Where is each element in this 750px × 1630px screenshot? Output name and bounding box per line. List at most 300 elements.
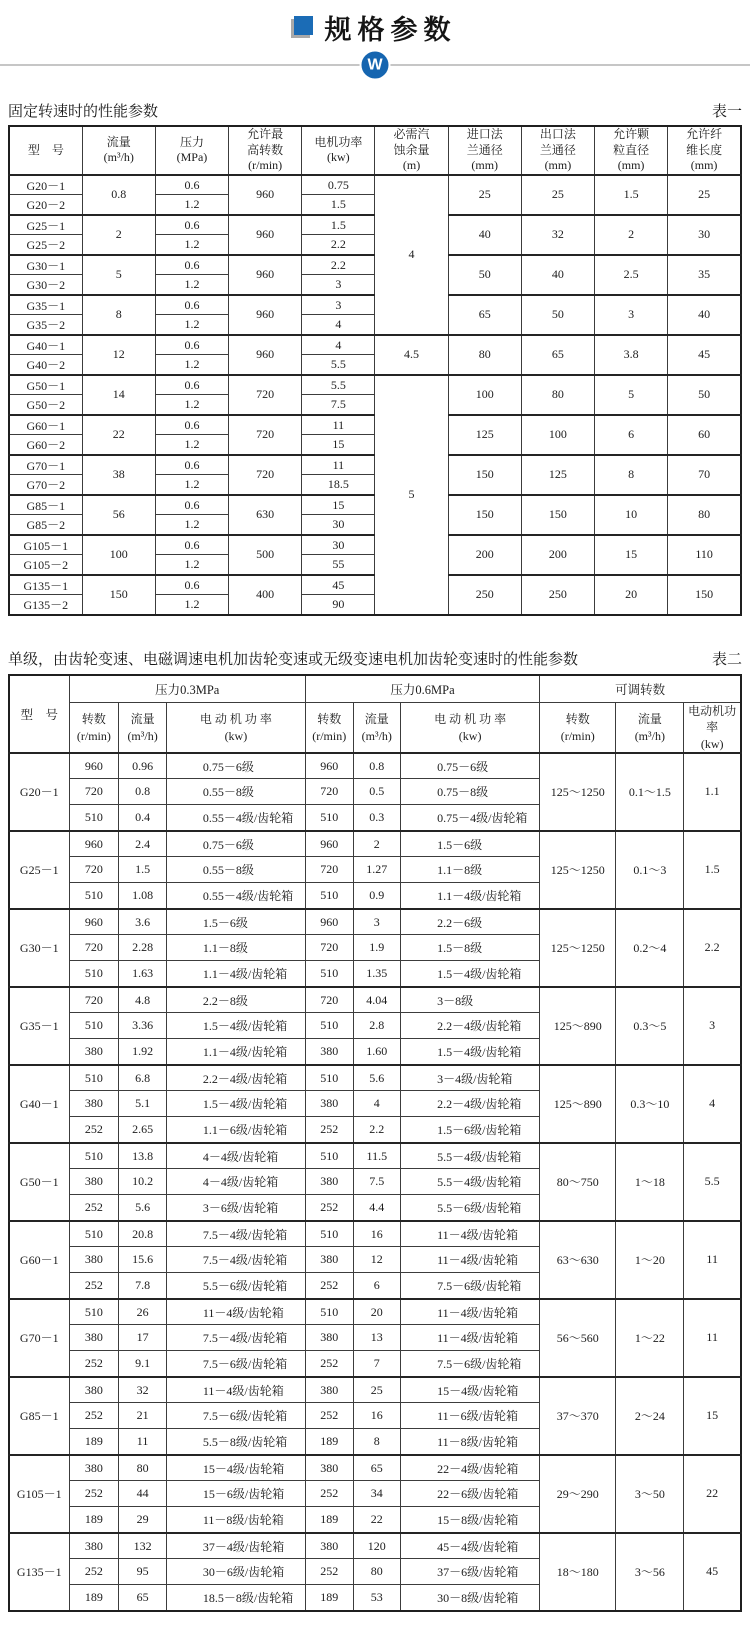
speed-cell: 380 (305, 1091, 353, 1117)
pressure-cell: 1.2 (155, 355, 228, 375)
model-cell: G135－1 (9, 575, 82, 595)
model-cell: G50－2 (9, 395, 82, 415)
table1-header-cell: 允许最 高转数 (r/min) (229, 126, 302, 175)
table2-subheader-cell: 转数 (r/min) (305, 703, 353, 753)
flow-cell: 0.8 (353, 753, 401, 779)
page-header (0, 0, 750, 44)
outlet-flange-cell: 100 (521, 415, 594, 455)
motor-power-grade-cell: 1.5－4级/齿轮箱 (401, 1039, 540, 1065)
adjustable-flow-cell: 2～24 (616, 1377, 684, 1455)
speed-cell: 380 (305, 1455, 353, 1481)
adjustable-power-cell: 15 (684, 1377, 741, 1455)
model-cell: G105－1 (9, 535, 82, 555)
flow-cell: 11.5 (353, 1143, 401, 1169)
flow-cell: 20 (353, 1299, 401, 1325)
flow-cell: 4.4 (353, 1195, 401, 1221)
motor-power-grade-cell: 1.5－4级/齿轮箱 (166, 1013, 305, 1039)
speed-cell: 380 (69, 1377, 119, 1403)
speed-cell: 510 (305, 805, 353, 831)
speed-cell: 960 (305, 831, 353, 857)
pressure-cell: 0.6 (155, 575, 228, 595)
speed-cell: 510 (69, 1013, 119, 1039)
motor-power-grade-cell: 45－4级/齿轮箱 (401, 1533, 540, 1559)
model-cell: G50－1 (9, 1143, 69, 1221)
flow-cell: 120 (353, 1533, 401, 1559)
motor-power-grade-cell: 11－6级/齿轮箱 (401, 1403, 540, 1429)
inlet-flange-cell: 250 (448, 575, 521, 615)
flow-cell: 8 (82, 295, 155, 335)
fiber-length-cell: 30 (668, 215, 741, 255)
speed-cell: 252 (69, 1403, 119, 1429)
motor-power-cell: 30 (302, 535, 375, 555)
flow-cell: 5.1 (119, 1091, 167, 1117)
adjustable-power-cell: 11 (684, 1221, 741, 1299)
fiber-length-cell: 40 (668, 295, 741, 335)
flow-cell: 21 (119, 1403, 167, 1429)
flow-cell: 2.4 (119, 831, 167, 857)
speed-cell: 720 (305, 857, 353, 883)
flow-cell: 95 (119, 1559, 167, 1585)
flow-cell: 17 (119, 1325, 167, 1351)
model-cell: G35－2 (9, 315, 82, 335)
flow-cell: 16 (353, 1221, 401, 1247)
max-speed-cell: 960 (229, 215, 302, 255)
flow-cell: 7.8 (119, 1273, 167, 1299)
outlet-flange-cell: 125 (521, 455, 594, 495)
motor-power-grade-cell: 5.5－6级/齿轮箱 (166, 1273, 305, 1299)
speed-cell: 380 (305, 1039, 353, 1065)
adjustable-speed-cell: 37～370 (540, 1377, 616, 1455)
model-cell: G35－1 (9, 295, 82, 315)
motor-power-grade-cell: 4－4级/齿轮箱 (166, 1169, 305, 1195)
table2-caption-row (8, 648, 742, 669)
pressure-cell: 0.6 (155, 495, 228, 515)
flow-cell: 0.8 (82, 175, 155, 215)
motor-power-grade-cell: 5.5－4级/齿轮箱 (401, 1143, 540, 1169)
speed-cell: 252 (69, 1559, 119, 1585)
flow-cell: 0.9 (353, 883, 401, 909)
flow-cell: 4.8 (119, 987, 167, 1013)
adjustable-flow-cell: 0.1～1.5 (616, 753, 684, 831)
speed-cell: 252 (305, 1559, 353, 1585)
outlet-flange-cell: 25 (521, 175, 594, 215)
flow-cell: 13.8 (119, 1143, 167, 1169)
adjustable-flow-cell: 1～20 (616, 1221, 684, 1299)
brand-divider (0, 48, 750, 84)
motor-power-grade-cell: 11－4级/齿轮箱 (401, 1221, 540, 1247)
flow-cell: 44 (119, 1481, 167, 1507)
motor-power-grade-cell: 18.5－8级/齿轮箱 (166, 1585, 305, 1611)
motor-power-grade-cell: 0.75－6级 (166, 753, 305, 779)
speed-cell: 720 (305, 935, 353, 961)
motor-power-cell: 3 (302, 295, 375, 315)
motor-power-grade-cell: 15－6级/齿轮箱 (166, 1481, 305, 1507)
model-cell: G105－2 (9, 555, 82, 575)
motor-power-cell: 2.2 (302, 255, 375, 275)
motor-power-cell: 3 (302, 275, 375, 295)
table1-label: 表一 (711, 104, 742, 120)
speed-cell: 252 (305, 1481, 353, 1507)
npsh-cell: 4.5 (375, 335, 448, 375)
flow-cell: 5.6 (119, 1195, 167, 1221)
speed-cell: 189 (69, 1507, 119, 1533)
speed-cell: 380 (305, 1247, 353, 1273)
speed-cell: 510 (305, 883, 353, 909)
speed-cell: 252 (305, 1273, 353, 1299)
speed-cell: 510 (69, 1143, 119, 1169)
motor-power-grade-cell: 2.2－4级/齿轮箱 (401, 1091, 540, 1117)
speed-cell: 380 (69, 1091, 119, 1117)
particle-diameter-cell: 1.5 (595, 175, 668, 215)
flow-cell: 6.8 (119, 1065, 167, 1091)
motor-power-grade-cell: 1.1－8级 (166, 935, 305, 961)
motor-power-grade-cell: 11－8级/齿轮箱 (401, 1429, 540, 1455)
flow-cell: 65 (353, 1455, 401, 1481)
max-speed-cell: 400 (229, 575, 302, 615)
flow-cell: 100 (82, 535, 155, 575)
motor-power-cell: 5.5 (302, 355, 375, 375)
flow-cell: 1.5 (119, 857, 167, 883)
max-speed-cell: 960 (229, 295, 302, 335)
motor-power-grade-cell: 0.75－6级 (401, 753, 540, 779)
inlet-flange-cell: 65 (448, 295, 521, 335)
flow-cell: 15.6 (119, 1247, 167, 1273)
pressure-cell: 0.6 (155, 415, 228, 435)
model-cell: G60－1 (9, 415, 82, 435)
model-cell: G20－1 (9, 753, 69, 831)
model-cell: G85－1 (9, 495, 82, 515)
speed-cell: 720 (305, 987, 353, 1013)
model-cell: G135－1 (9, 1533, 69, 1611)
speed-cell: 252 (69, 1481, 119, 1507)
flow-cell: 29 (119, 1507, 167, 1533)
particle-diameter-cell: 2 (595, 215, 668, 255)
model-cell: G70－1 (9, 1299, 69, 1377)
motor-power-cell: 4 (302, 315, 375, 335)
model-cell: G135－2 (9, 595, 82, 615)
model-cell: G30－2 (9, 275, 82, 295)
speed-cell: 252 (69, 1117, 119, 1143)
page-title: 规格参数 (324, 14, 457, 45)
flow-cell: 2 (353, 831, 401, 857)
table2-caption: 单级，由齿轮变速、电磁调速电机加齿轮变速或无级变速电机加齿轮变速时的性能参数 (8, 651, 579, 668)
table1-caption: 固定转速时的性能参数 (8, 104, 159, 120)
pressure-cell: 1.2 (155, 275, 228, 295)
adjustable-flow-cell: 0.3～10 (616, 1065, 684, 1143)
motor-power-cell: 11 (302, 455, 375, 475)
speed-cell: 720 (69, 987, 119, 1013)
motor-power-grade-cell: 0.55－4级/齿轮箱 (166, 883, 305, 909)
flow-cell: 9.1 (119, 1351, 167, 1377)
model-cell: G30－1 (9, 909, 69, 987)
motor-power-grade-cell: 0.75－4级/齿轮箱 (401, 805, 540, 831)
adjustable-speed-cell: 29～290 (540, 1455, 616, 1533)
speed-cell: 380 (69, 1455, 119, 1481)
speed-cell: 960 (69, 909, 119, 935)
speed-cell: 960 (305, 753, 353, 779)
table1-header-cell: 压力 (MPa) (155, 126, 228, 175)
fiber-length-cell: 110 (668, 535, 741, 575)
motor-power-cell: 2.2 (302, 235, 375, 255)
fiber-length-cell: 25 (668, 175, 741, 215)
flow-cell: 3 (353, 909, 401, 935)
speed-cell: 380 (69, 1325, 119, 1351)
motor-power-grade-cell: 22－4级/齿轮箱 (401, 1455, 540, 1481)
motor-power-grade-cell: 0.75－8级 (401, 779, 540, 805)
flow-cell: 0.4 (119, 805, 167, 831)
speed-cell: 510 (305, 961, 353, 987)
pressure-cell: 0.6 (155, 335, 228, 355)
table2-subheader-cell: 流量 (m³/h) (119, 703, 167, 753)
max-speed-cell: 960 (229, 335, 302, 375)
model-header-cell: 型 号 (9, 675, 69, 753)
model-cell: G70－2 (9, 475, 82, 495)
motor-power-grade-cell: 2.2－4级/齿轮箱 (401, 1013, 540, 1039)
fiber-length-cell: 60 (668, 415, 741, 455)
inlet-flange-cell: 150 (448, 455, 521, 495)
motor-power-grade-cell: 5.5－6级/齿轮箱 (401, 1195, 540, 1221)
adjustable-speed-cell: 125～1250 (540, 909, 616, 987)
speed-cell: 380 (305, 1169, 353, 1195)
flow-cell: 5 (82, 255, 155, 295)
model-cell: G60－2 (9, 435, 82, 455)
flow-cell: 22 (353, 1507, 401, 1533)
motor-power-grade-cell: 7.5－6级/齿轮箱 (166, 1351, 305, 1377)
motor-power-grade-cell: 30－8级/齿轮箱 (401, 1585, 540, 1611)
pressure-cell: 1.2 (155, 595, 228, 615)
particle-diameter-cell: 20 (595, 575, 668, 615)
flow-cell: 7.5 (353, 1169, 401, 1195)
motor-power-grade-cell: 1.5－6级 (166, 909, 305, 935)
flow-cell: 2.2 (353, 1117, 401, 1143)
motor-power-grade-cell: 1.5－6级/齿轮箱 (401, 1117, 540, 1143)
speed-cell: 960 (69, 753, 119, 779)
model-cell: G40－1 (9, 335, 82, 355)
motor-power-grade-cell: 30－6级/齿轮箱 (166, 1559, 305, 1585)
adjustable-speed-cell: 125～1250 (540, 831, 616, 909)
model-cell: G40－2 (9, 355, 82, 375)
pressure-cell: 1.2 (155, 235, 228, 255)
flow-cell: 1.35 (353, 961, 401, 987)
table1-header-cell: 允许颗 粒直径 (mm) (595, 126, 668, 175)
outlet-flange-cell: 80 (521, 375, 594, 415)
speed-cell: 380 (69, 1533, 119, 1559)
pressure-cell: 0.6 (155, 535, 228, 555)
column-group-header-cell: 压力0.3MPa (69, 675, 305, 703)
speed-cell: 720 (69, 779, 119, 805)
speed-cell: 510 (305, 1143, 353, 1169)
motor-power-grade-cell: 11－4级/齿轮箱 (166, 1377, 305, 1403)
speed-cell: 510 (69, 1221, 119, 1247)
flow-cell: 34 (353, 1481, 401, 1507)
motor-power-grade-cell: 4－4级/齿轮箱 (166, 1143, 305, 1169)
adjustable-flow-cell: 3～56 (616, 1533, 684, 1611)
speed-cell: 380 (69, 1247, 119, 1273)
pressure-cell: 1.2 (155, 315, 228, 335)
speed-cell: 252 (305, 1117, 353, 1143)
adjustable-power-cell: 1.5 (684, 831, 741, 909)
motor-power-grade-cell: 11－8级/齿轮箱 (166, 1507, 305, 1533)
adjustable-flow-cell: 0.1～3 (616, 831, 684, 909)
table1-header-cell: 出口法 兰通径 (mm) (521, 126, 594, 175)
model-cell: G20－1 (9, 175, 82, 195)
outlet-flange-cell: 250 (521, 575, 594, 615)
speed-cell: 252 (69, 1273, 119, 1299)
inlet-flange-cell: 80 (448, 335, 521, 375)
model-cell: G85－1 (9, 1377, 69, 1455)
motor-power-cell: 18.5 (302, 475, 375, 495)
motor-power-grade-cell: 1.1－8级 (401, 857, 540, 883)
motor-power-grade-cell: 1.1－4级/齿轮箱 (401, 883, 540, 909)
speed-cell: 189 (305, 1585, 353, 1611)
model-cell: G30－1 (9, 255, 82, 275)
flow-cell: 2.8 (353, 1013, 401, 1039)
motor-power-grade-cell: 11－4级/齿轮箱 (401, 1325, 540, 1351)
flow-cell: 20.8 (119, 1221, 167, 1247)
max-speed-cell: 500 (229, 535, 302, 575)
max-speed-cell: 960 (229, 255, 302, 295)
npsh-cell: 4 (375, 175, 448, 335)
motor-power-cell: 5.5 (302, 375, 375, 395)
flow-cell: 4 (353, 1091, 401, 1117)
adjustable-power-cell: 11 (684, 1299, 741, 1377)
speed-cell: 720 (69, 935, 119, 961)
motor-power-grade-cell: 0.55－8级 (166, 857, 305, 883)
adjustable-flow-cell: 0.2～4 (616, 909, 684, 987)
model-cell: G70－1 (9, 455, 82, 475)
model-cell: G35－1 (9, 987, 69, 1065)
speed-cell: 380 (305, 1377, 353, 1403)
motor-power-grade-cell: 7.5－4级/齿轮箱 (166, 1325, 305, 1351)
motor-power-grade-cell: 3－6级/齿轮箱 (166, 1195, 305, 1221)
flow-cell: 53 (353, 1585, 401, 1611)
pressure-cell: 0.6 (155, 455, 228, 475)
flow-cell: 32 (119, 1377, 167, 1403)
motor-power-grade-cell: 2.2－6级 (401, 909, 540, 935)
speed-cell: 380 (69, 1169, 119, 1195)
particle-diameter-cell: 5 (595, 375, 668, 415)
flow-cell: 1.63 (119, 961, 167, 987)
speed-cell: 252 (69, 1351, 119, 1377)
motor-power-cell: 30 (302, 515, 375, 535)
table2-subheader-cell: 转数 (r/min) (69, 703, 119, 753)
particle-diameter-cell: 3 (595, 295, 668, 335)
flow-cell: 12 (82, 335, 155, 375)
motor-power-grade-cell: 0.55－8级 (166, 779, 305, 805)
flow-cell: 1.92 (119, 1039, 167, 1065)
motor-power-grade-cell: 1.1－4级/齿轮箱 (166, 1039, 305, 1065)
motor-power-grade-cell: 0.55－4级/齿轮箱 (166, 805, 305, 831)
motor-power-cell: 90 (302, 595, 375, 615)
motor-power-grade-cell: 5.5－8级/齿轮箱 (166, 1429, 305, 1455)
pressure-cell: 1.2 (155, 195, 228, 215)
motor-power-grade-cell: 37－4级/齿轮箱 (166, 1533, 305, 1559)
model-cell: G25－1 (9, 215, 82, 235)
flow-cell: 2.28 (119, 935, 167, 961)
fixed-speed-section (0, 100, 750, 616)
motor-power-grade-cell: 15－8级/齿轮箱 (401, 1507, 540, 1533)
fiber-length-cell: 150 (668, 575, 741, 615)
motor-power-grade-cell: 1.5－4级/齿轮箱 (166, 1091, 305, 1117)
motor-power-grade-cell: 1.5－8级 (401, 935, 540, 961)
motor-power-grade-cell: 15－4级/齿轮箱 (401, 1377, 540, 1403)
flow-cell: 6 (353, 1273, 401, 1299)
adjustable-flow-cell: 1～22 (616, 1299, 684, 1377)
speed-cell: 189 (305, 1429, 353, 1455)
flow-cell: 0.96 (119, 753, 167, 779)
motor-power-grade-cell: 1.1－6级/齿轮箱 (166, 1117, 305, 1143)
particle-diameter-cell: 2.5 (595, 255, 668, 295)
table2-subheader-cell: 转数 (r/min) (540, 703, 616, 753)
table2-subheader-cell: 流量 (m³/h) (353, 703, 401, 753)
model-cell: G60－1 (9, 1221, 69, 1299)
motor-power-grade-cell: 1.5－6级 (401, 831, 540, 857)
flow-cell: 8 (353, 1429, 401, 1455)
table2-label: 表二 (711, 651, 742, 668)
flow-cell: 13 (353, 1325, 401, 1351)
speed-cell: 510 (305, 1013, 353, 1039)
adjustable-flow-cell: 0.3～5 (616, 987, 684, 1065)
flow-cell: 1.60 (353, 1039, 401, 1065)
speed-cell: 510 (69, 1065, 119, 1091)
outlet-flange-cell: 65 (521, 335, 594, 375)
model-cell: G50－1 (9, 375, 82, 395)
speed-cell: 510 (305, 1299, 353, 1325)
adjustable-power-cell: 1.1 (684, 753, 741, 831)
motor-power-grade-cell: 7.5－4级/齿轮箱 (166, 1247, 305, 1273)
adjustable-power-cell: 3 (684, 987, 741, 1065)
flow-cell: 2.65 (119, 1117, 167, 1143)
motor-power-grade-cell: 11－4级/齿轮箱 (166, 1299, 305, 1325)
adjustable-power-cell: 5.5 (684, 1143, 741, 1221)
flow-cell: 12 (353, 1247, 401, 1273)
particle-diameter-cell: 3.8 (595, 335, 668, 375)
table2-subheader-cell: 电动机功率 (kw) (684, 703, 741, 753)
adjustable-speed-cell: 80～750 (540, 1143, 616, 1221)
pressure-cell: 0.6 (155, 375, 228, 395)
speed-cell: 252 (305, 1195, 353, 1221)
table1-header-cell: 允许纤 维长度 (mm) (668, 126, 741, 175)
motor-power-cell: 55 (302, 555, 375, 575)
outlet-flange-cell: 50 (521, 295, 594, 335)
adjustable-power-cell: 4 (684, 1065, 741, 1143)
flow-cell: 3.6 (119, 909, 167, 935)
motor-power-grade-cell: 7.5－4级/齿轮箱 (166, 1221, 305, 1247)
table1-header-cell: 必需汽 蚀余量 (m) (375, 126, 448, 175)
outlet-flange-cell: 40 (521, 255, 594, 295)
adjustable-speed-cell: 56～560 (540, 1299, 616, 1377)
pressure-cell: 1.2 (155, 395, 228, 415)
flow-cell: 4.04 (353, 987, 401, 1013)
inlet-flange-cell: 150 (448, 495, 521, 535)
flow-cell: 14 (82, 375, 155, 415)
inlet-flange-cell: 25 (448, 175, 521, 215)
flow-cell: 132 (119, 1533, 167, 1559)
fiber-length-cell: 45 (668, 335, 741, 375)
motor-power-grade-cell: 3－4级/齿轮箱 (401, 1065, 540, 1091)
motor-power-grade-cell: 0.75－6级 (166, 831, 305, 857)
max-speed-cell: 720 (229, 455, 302, 495)
pressure-cell: 0.6 (155, 255, 228, 275)
pressure-cell: 1.2 (155, 555, 228, 575)
outlet-flange-cell: 150 (521, 495, 594, 535)
speed-cell: 960 (305, 909, 353, 935)
speed-cell: 720 (69, 857, 119, 883)
outlet-flange-cell: 200 (521, 535, 594, 575)
flow-cell: 25 (353, 1377, 401, 1403)
max-speed-cell: 720 (229, 415, 302, 455)
motor-power-grade-cell: 11－4级/齿轮箱 (401, 1247, 540, 1273)
